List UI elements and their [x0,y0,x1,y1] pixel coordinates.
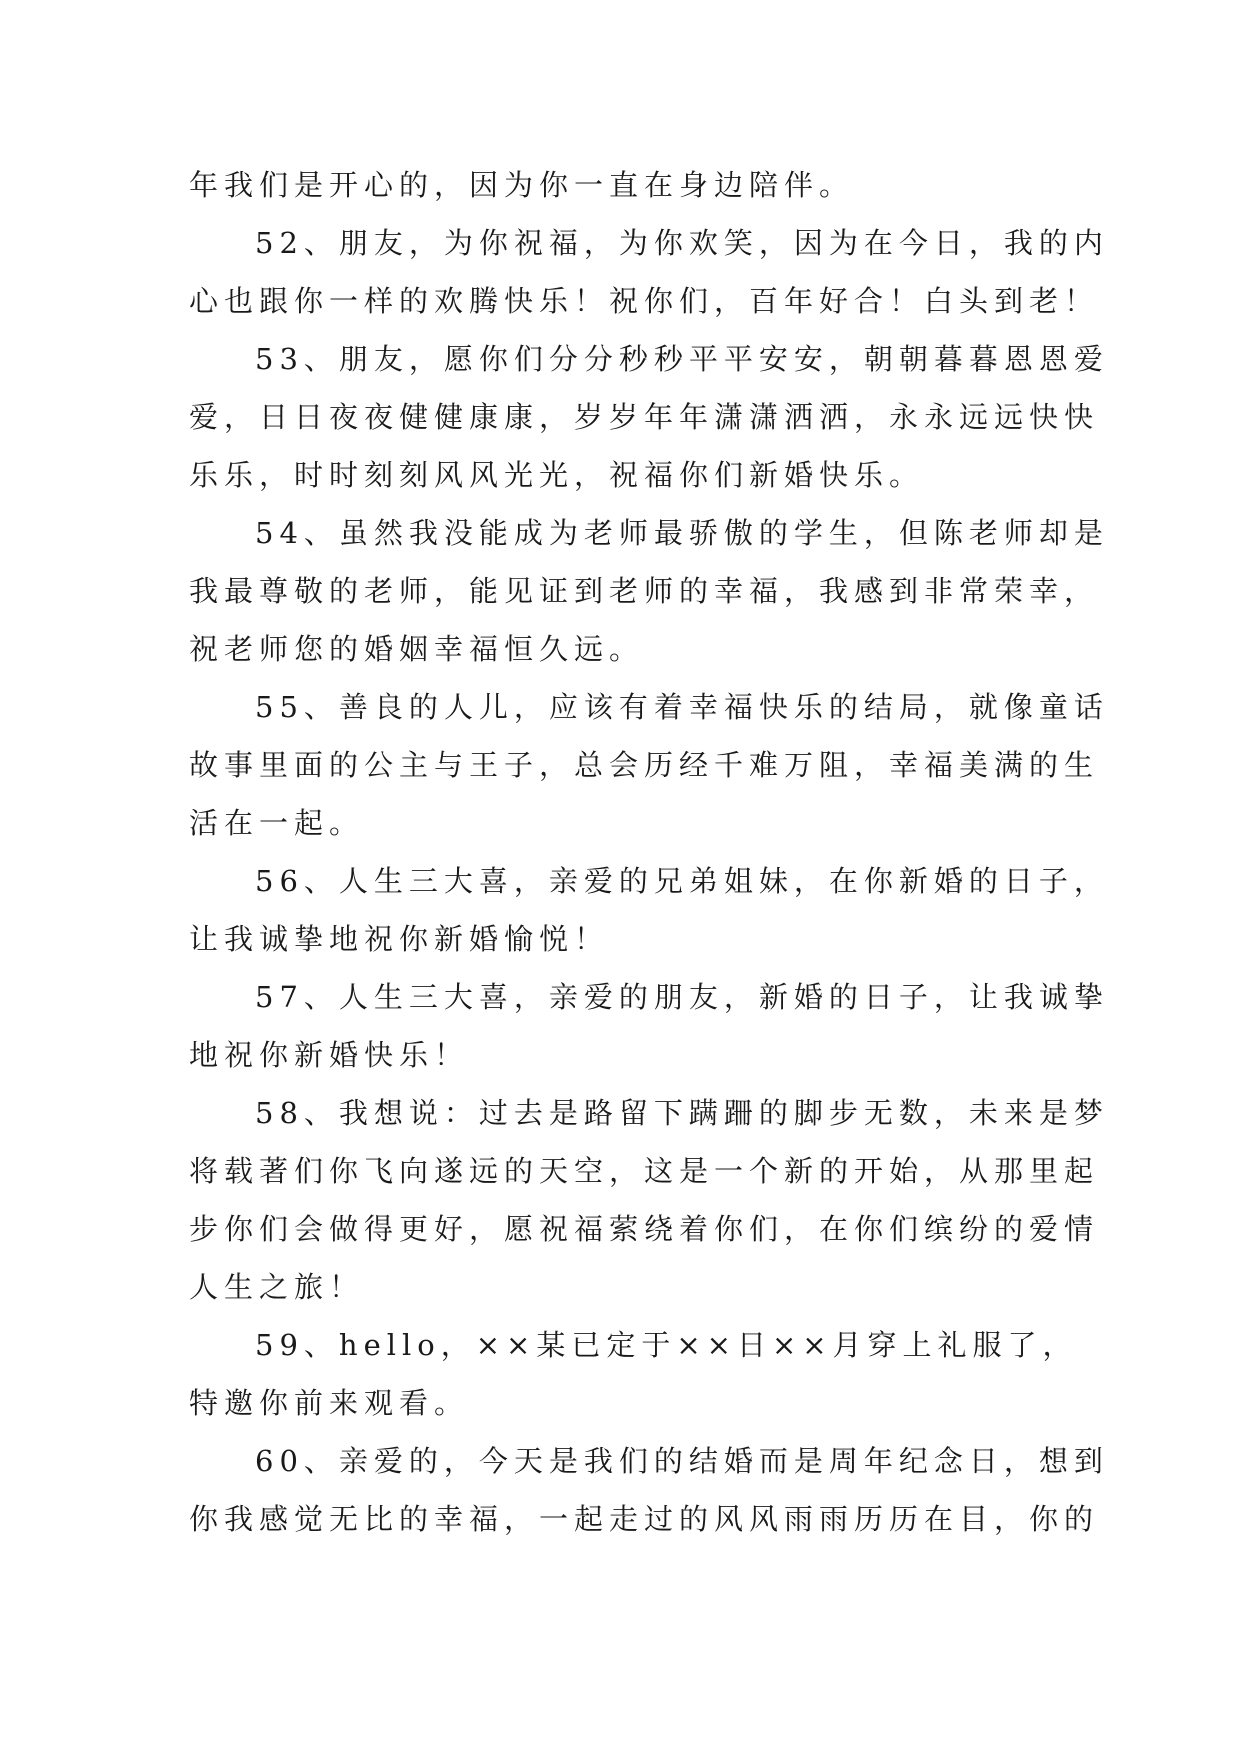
text-line: 59、hello，××某已定于××日××月穿上礼服了， [255,1328,1078,1362]
document-body [189,156,1109,1548]
text-line: 活在一起。 [189,806,365,840]
text-line: 你我感觉无比的幸福，一起走过的风风雨雨历历在目，你的 [189,1502,1100,1536]
text-line: 60、亲爱的，今天是我们的结婚而是周年纪念日，想到 [255,1444,1109,1478]
text-line: 人生之旅！ [189,1270,365,1304]
text-line: 53、朋友，愿你们分分秒秒平平安安，朝朝暮暮恩恩爱 [255,342,1109,376]
paragraph-56 [189,852,1109,968]
text-line: 57、人生三大喜，亲爱的朋友，新婚的日子，让我诚挚 [255,980,1109,1014]
paragraph-continuation [189,156,1069,214]
text-line: 55、善良的人儿，应该有着幸福快乐的结局，就像童话 [255,690,1109,724]
text-line: 祝老师您的婚姻幸福恒久远。 [189,632,645,666]
text-line: 将载著们你飞向遂远的天空，这是一个新的开始，从那里起 [189,1154,1100,1188]
text-line: 让我诚挚地祝你新婚愉悦！ [189,922,610,956]
text-line: 心也跟你一样的欢腾快乐！祝你们，百年好合！白头到老！ [189,284,1100,318]
text-line: 地祝你新婚快乐！ [189,1038,470,1072]
paragraph-57 [189,968,1109,1084]
paragraph-52 [189,214,1109,330]
text-line: 特邀你前来观看。 [189,1386,470,1420]
text-line: 58、我想说：过去是路留下蹒跚的脚步无数，未来是梦 [255,1096,1109,1130]
paragraph-59 [189,1316,1078,1432]
paragraph-54 [189,504,1109,678]
text-line: 54、虽然我没能成为老师最骄傲的学生，但陈老师却是 [255,516,1109,550]
paragraph-55 [189,678,1109,852]
paragraph-60 [189,1432,1109,1548]
text-line: 我最尊敬的老师，能见证到老师的幸福，我感到非常荣幸， [189,574,1100,608]
text-line: 故事里面的公主与王子，总会历经千难万阻，幸福美满的生 [189,748,1100,782]
text-line: 56、人生三大喜，亲爱的兄弟姐妹，在你新婚的日子， [255,864,1109,898]
text-line: 乐乐，时时刻刻风风光光，祝福你们新婚快乐。 [189,458,925,492]
text-line: 年我们是开心的，因为你一直在身边陪伴。 [189,168,855,202]
text-line: 步你们会做得更好，愿祝福萦绕着你们，在你们缤纷的爱情 [189,1212,1100,1246]
text-line: 52、朋友，为你祝福，为你欢笑，因为在今日，我的内 [255,226,1109,260]
text-line: 爱，日日夜夜健健康康，岁岁年年潇潇洒洒，永永远远快快 [189,400,1100,434]
paragraph-53 [189,330,1109,504]
paragraph-58 [189,1084,1109,1316]
